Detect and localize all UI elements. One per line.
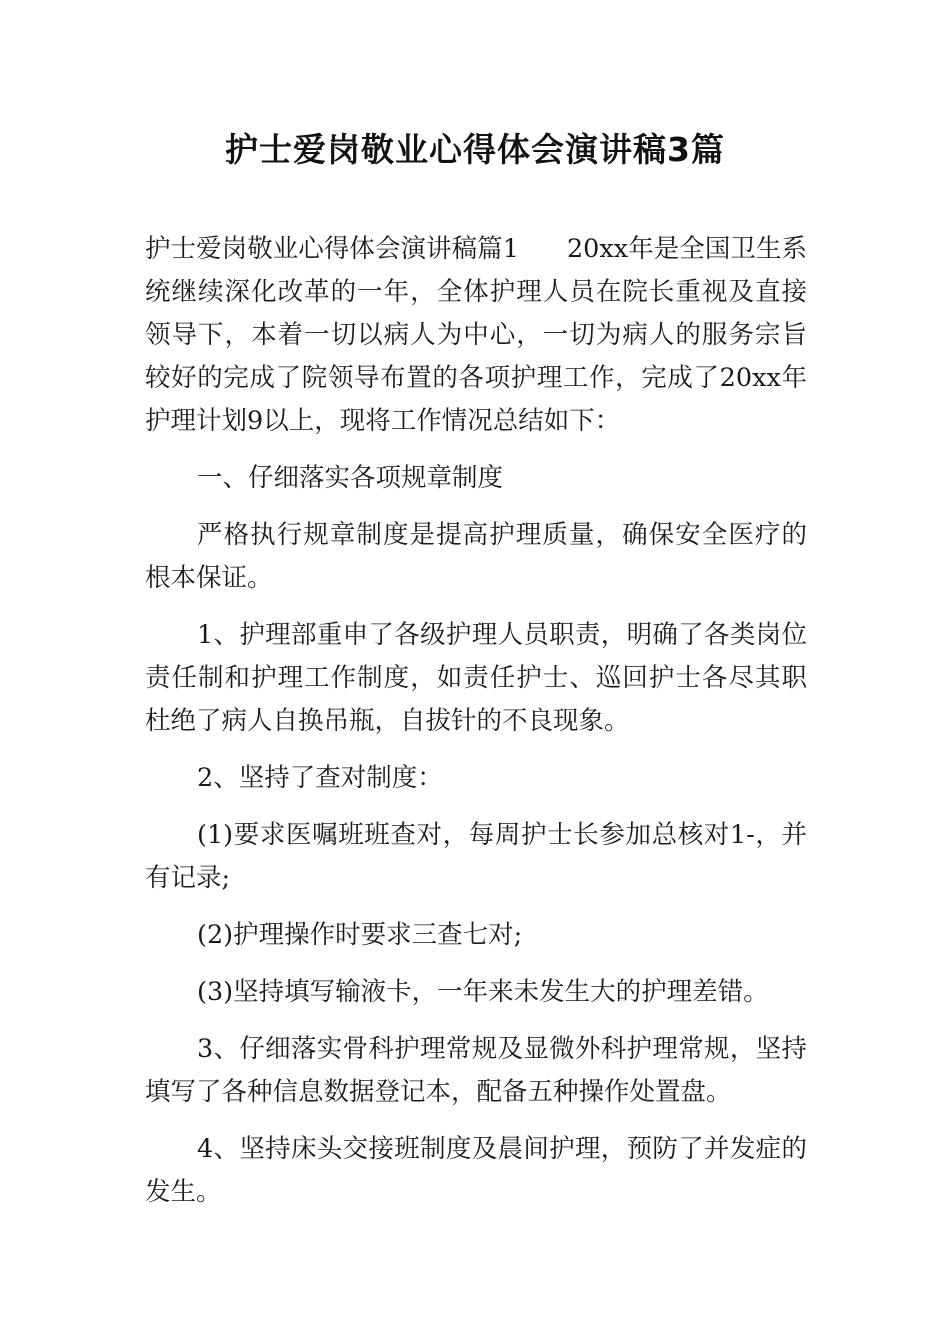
section-heading-1: 一、仔细落实各项规章制度: [197, 463, 504, 493]
intro-paragraph: [145, 228, 807, 443]
paragraph-item-4: 4、坚持床头交接班制度及晨间护理，预防了并发症的发生。: [145, 1134, 807, 1207]
document-body: [145, 228, 807, 1228]
paragraph-subitem-3: (3)坚持填写输液卡，一年来未发生大的护理差错。: [197, 977, 769, 1007]
intro-heading: 护士爱岗敬业心得体会演讲稿篇1: [145, 234, 519, 264]
paragraph-rules: 严格执行规章制度是提高护理质量，确保安全医疗的根本保证。: [145, 520, 807, 593]
paragraph-item-2: 2、坚持了查对制度：: [197, 763, 443, 793]
paragraph-subitem-1: (1)要求医嘱班班查对，每周护士长参加总核对1-，并有记录;: [145, 820, 807, 893]
paragraph-item-3: 3、仔细落实骨科护理常规及显微外科护理常规，坚持填写了各种信息数据登记本，配备五种操作处置盘。: [145, 1034, 807, 1107]
intro-text: 20xx年是全国卫生系统继续深化改革的一年，全体护理人员在院长重视及直接领导下，本着一切以病人为中心，一切为病人的服务宗旨较好的完成了院领导布置的各项护理工作，完成了20xx年护理计划9以上，现将工作情况总结如下：: [145, 234, 807, 436]
paragraph-item-1: 1、护理部重申了各级护理人员职责，明确了各类岗位责任制和护理工作制度，如责任护士、巡回护士各尽其职杜绝了病人自换吊瓶，自拔针的不良现象。: [145, 620, 807, 736]
paragraph-subitem-2: (2)护理操作时要求三查七对;: [197, 920, 523, 950]
document-title: 护士爱岗敬业心得体会演讲稿3篇: [225, 130, 725, 169]
